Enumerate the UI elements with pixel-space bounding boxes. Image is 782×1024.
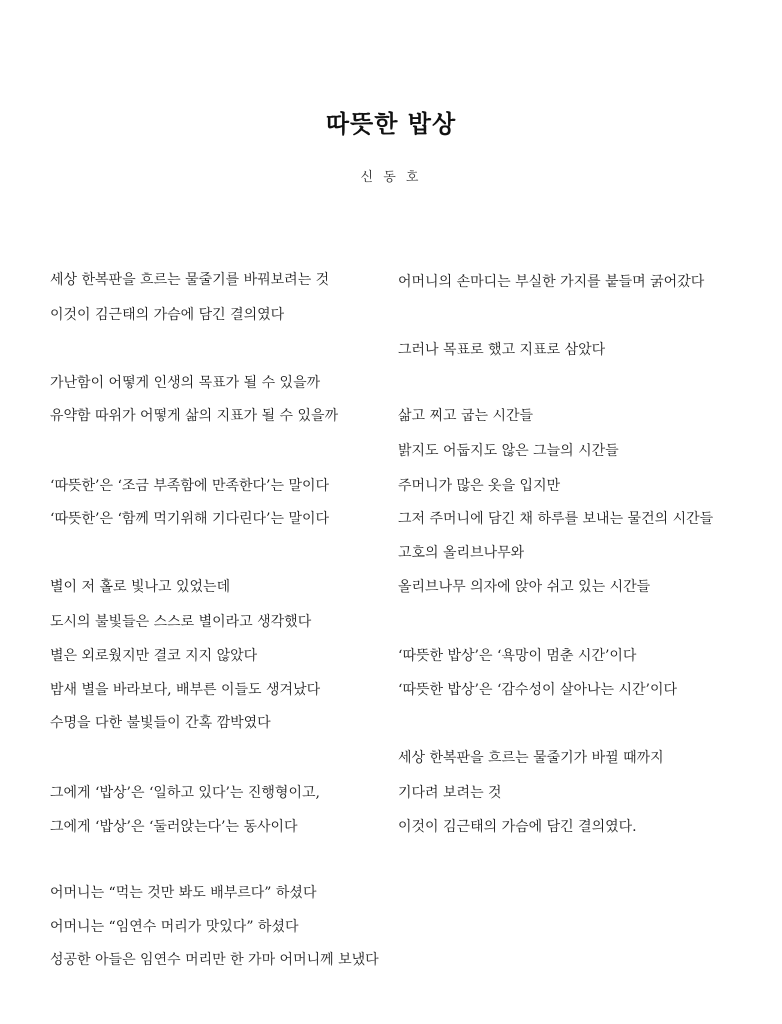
poem-line: ‘따뜻한’은 ‘함께 먹기위해 기다린다’는 말이다 bbox=[50, 511, 330, 527]
poem-line: 별이 저 홀로 빛나고 있었는데 bbox=[50, 579, 231, 595]
poem-line: 그저 주머니에 담긴 채 하루를 보내는 물건의 시간들 bbox=[398, 511, 714, 527]
poem-line: 그에게 ‘밥상’은 ‘일하고 있다’는 진행형이고, bbox=[50, 785, 320, 801]
poem-line: 이것이 김근태의 가슴에 담긴 결의였다 bbox=[50, 307, 285, 323]
poem-author: 신 동 호 bbox=[360, 170, 422, 185]
poem-line: 세상 한복판을 흐르는 물줄기를 바꿔보려는 것 bbox=[50, 272, 330, 288]
poem-line: 삶고 찌고 굽는 시간들 bbox=[398, 408, 534, 424]
poem-line: 올리브나무 의자에 앉아 쉬고 있는 시간들 bbox=[398, 579, 651, 595]
poem-line: 기다려 보려는 것 bbox=[398, 785, 502, 801]
poem-line: 별은 외로웠지만 결코 지지 않았다 bbox=[50, 648, 258, 664]
poem-line: 어머니는 “먹는 것만 봐도 배부르다” 하셨다 bbox=[50, 885, 317, 901]
poem-line: 세상 한복판을 흐르는 물줄기가 바뀔 때까지 bbox=[398, 750, 664, 766]
poem-line: 밝지도 어둡지도 않은 그늘의 시간들 bbox=[398, 443, 619, 459]
poem-line: 그에게 ‘밥상’은 ‘둘러앉는다’는 동사이다 bbox=[50, 819, 298, 835]
poem-line: 밤새 별을 바라보다, 배부른 이들도 생겨났다 bbox=[50, 682, 321, 698]
poem-line: ‘따뜻한’은 ‘조금 부족함에 만족한다’는 말이다 bbox=[50, 478, 330, 494]
poem-title: 따뜻한 밥상 bbox=[325, 109, 457, 138]
poem-line: 주머니가 많은 옷을 입지만 bbox=[398, 478, 561, 494]
poem-line: 고호의 올리브나무와 bbox=[398, 545, 525, 561]
poem-line: 그러나 목표로 했고 지표로 삼았다 bbox=[398, 342, 606, 358]
poem-line: 유약함 따위가 어떻게 삶의 지표가 될 수 있을까 bbox=[50, 408, 339, 424]
poem-line: 성공한 아들은 임연수 머리만 한 가마 어머니께 보냈다 bbox=[50, 952, 379, 968]
poem-line: 수명을 다한 불빛들이 간혹 깜박였다 bbox=[50, 715, 271, 731]
poem-line: 어머니의 손마디는 부실한 가지를 붙들며 굵어갔다 bbox=[398, 274, 705, 290]
poem-line: 도시의 불빛들은 스스로 별이라고 생각했다 bbox=[50, 614, 312, 630]
poem-line: 이것이 김근태의 가슴에 담긴 결의였다. bbox=[398, 819, 637, 835]
poem-line: ‘따뜻한 밥상’은 ‘감수성이 살아나는 시간’이다 bbox=[398, 682, 678, 698]
poem-line: 어머니는 “임연수 머리가 맛있다” 하셨다 bbox=[50, 919, 299, 935]
poem-line: 가난함이 어떻게 인생의 목표가 될 수 있을까 bbox=[50, 375, 321, 391]
poem-line: ‘따뜻한 밥상’은 ‘욕망이 멈춘 시간’이다 bbox=[398, 648, 637, 664]
